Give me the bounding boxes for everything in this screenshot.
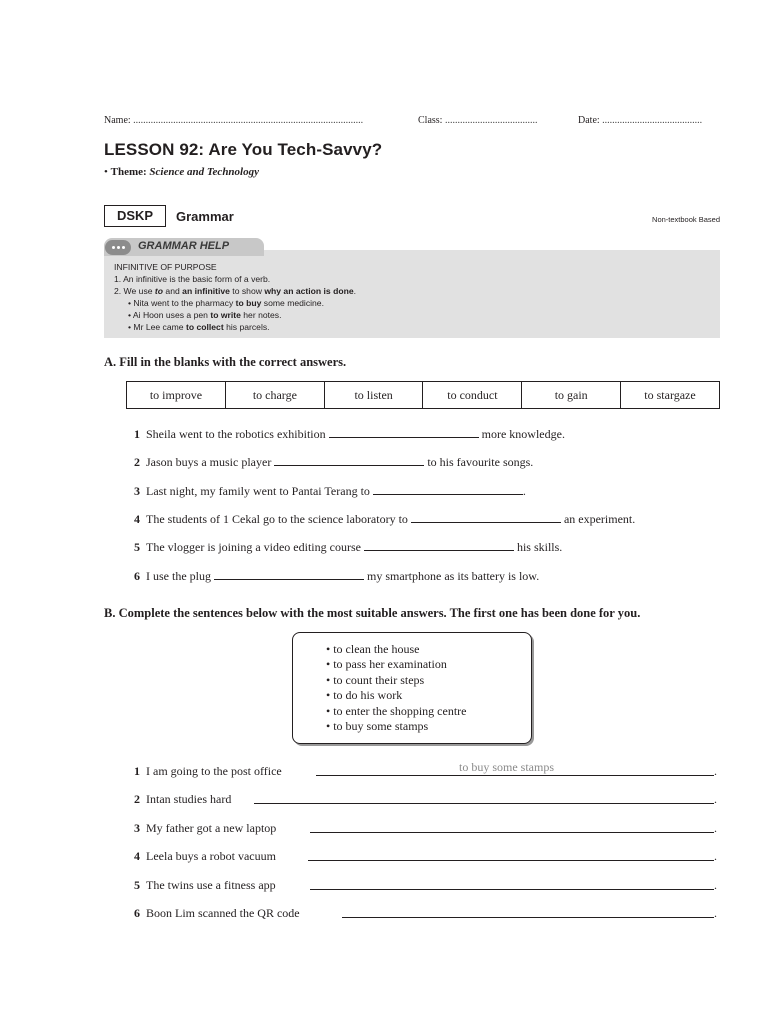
grammar-help-title: GRAMMAR HELP <box>138 240 230 252</box>
grammar-label: Grammar <box>176 209 234 224</box>
grammar-help-heading: INFINITIVE OF PURPOSE <box>114 262 217 272</box>
answer-blank[interactable] <box>214 568 364 580</box>
question-a-5: 5 The vlogger is joining a video editing course his skills. <box>134 540 563 554</box>
sample-answer: to buy some stamps <box>459 760 554 774</box>
word-bank-cell: to stargaze <box>621 382 720 409</box>
answer-line[interactable] <box>310 832 714 833</box>
theme-label: Theme: <box>110 166 147 178</box>
name-field[interactable] <box>104 115 363 126</box>
section-a-heading: A. Fill in the blanks with the correct answers. <box>104 355 347 369</box>
word-bank-cell: to conduct <box>423 382 522 409</box>
answer-line[interactable] <box>308 860 714 861</box>
option-item: • to enter the shopping centre <box>326 704 467 718</box>
question-a-6: 6 I use the plug my smartphone as its battery is low. <box>134 569 540 583</box>
date-label: Date: <box>578 115 600 126</box>
word-bank-cell: to gain <box>522 382 621 409</box>
question-a-2: 2 Jason buys a music player to his favourite songs. <box>134 455 534 469</box>
option-item: • to clean the house <box>326 642 420 656</box>
word-bank-table <box>126 381 720 409</box>
grammar-help-point-2: 2. We use to and an infinitive to show why an action is done. <box>114 286 357 296</box>
date-dots: ........................................ <box>602 115 703 126</box>
word-bank-cell: to improve <box>127 382 226 409</box>
word-bank-cell: to charge <box>225 382 324 409</box>
option-item: • to pass her examination <box>326 657 447 671</box>
question-a-1: 1 Sheila went to the robotics exhibition more knowledge. <box>134 427 565 441</box>
answer-blank[interactable] <box>274 454 424 466</box>
class-dots: ..................................... <box>444 115 538 126</box>
option-item: • to buy some stamps <box>326 719 429 733</box>
answer-blank[interactable] <box>411 511 561 523</box>
answer-line[interactable] <box>310 889 714 890</box>
grammar-help-point-1: 1. An infinitive is the basic form of a verb. <box>114 274 271 284</box>
question-b-5: 5 The twins use a fitness app <box>134 878 276 892</box>
speech-bubble-icon <box>105 240 131 255</box>
theme-line: • Theme: Science and Technology <box>104 166 259 178</box>
name-label: Name: <box>104 115 131 126</box>
grammar-help-example-2: • Ai Hoon uses a pen to write her notes. <box>128 310 282 320</box>
question-b-4: 4 Leela buys a robot vacuum <box>134 849 276 863</box>
grammar-help-example-3: • Mr Lee came to collect his parcels. <box>128 322 270 332</box>
answer-line[interactable] <box>254 803 714 804</box>
answer-line[interactable] <box>316 775 714 776</box>
question-b-2: 2 Intan studies hard <box>134 792 232 806</box>
answer-blank[interactable] <box>373 483 523 495</box>
question-b-3: 3 My father got a new laptop <box>134 821 277 835</box>
answer-blank[interactable] <box>364 539 514 551</box>
grammar-help-example-1: • Nita went to the pharmacy to buy some medicine. <box>128 298 324 308</box>
answer-blank[interactable] <box>329 426 479 438</box>
answer-line[interactable] <box>342 917 714 918</box>
name-dots: ............................................................................................ <box>133 115 364 126</box>
dskp-badge: DSKP <box>104 205 166 227</box>
question-a-4: 4 The students of 1 Cekal go to the science laboratory to an experiment. <box>134 512 636 526</box>
theme-value: Science and Technology <box>149 166 259 178</box>
option-item: • to count their steps <box>326 673 425 687</box>
word-bank-cell: to listen <box>324 382 423 409</box>
question-a-3: 3 Last night, my family went to Pantai Terang to . <box>134 484 526 498</box>
option-item: • to do his work <box>326 688 403 702</box>
section-b-heading: B. Complete the sentences below with the most suitable answers. The first one has been done for you. <box>104 606 641 620</box>
class-label: Class: <box>418 115 443 126</box>
date-field[interactable] <box>578 115 702 126</box>
header-row <box>104 115 720 129</box>
page-title: LESSON 92: Are You Tech-Savvy? <box>104 140 383 159</box>
non-textbook-note: Non-textbook Based <box>652 215 720 224</box>
question-b-1: 1 I am going to the post office <box>134 764 282 778</box>
class-field[interactable] <box>418 115 537 126</box>
question-b-6: 6 Boon Lim scanned the QR code <box>134 906 300 920</box>
